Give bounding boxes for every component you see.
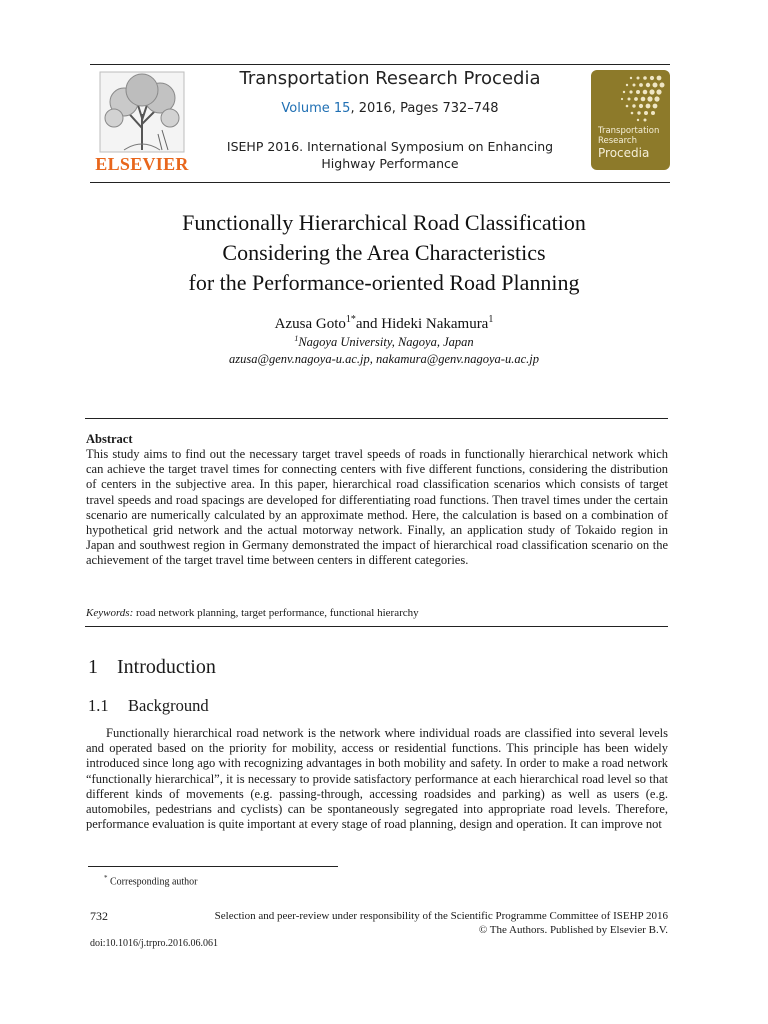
section-number: 1 bbox=[88, 656, 98, 678]
keywords bbox=[86, 607, 668, 619]
elsevier-wordmark: ELSEVIER bbox=[95, 154, 189, 174]
abstract-heading: Abstract bbox=[86, 432, 133, 446]
author-2-sup: 1 bbox=[488, 314, 494, 325]
cover-line-2: Research bbox=[598, 136, 637, 146]
footnote bbox=[104, 874, 198, 887]
conference-name: ISEHP 2016. International Symposium on Enhancing Highway Performance bbox=[226, 139, 554, 171]
affiliation-text: Nagoya University, Nagoya, Japan bbox=[298, 335, 474, 350]
abstract-body: This study aims to find out the necessary target travel speeds of roads in functionally hierarchical network which can achieve the target travel times for connecting centers with five different functions, considering the distribution of centers in the subjective area. In this paper, hierarchical road classification scenarios which consists of target travel speeds and road spacings are developed for differentiating road functions. Then travel times under the certain scenario are numerically calculated by an approximate method. Here, the calculation is based on a combination of hypothetical grid network and the actual motorway network. Finally, an application study of Tokaido region in Japan and southwest region in Germany demonstrated the impact of hierarchical road classification scenario on the achievement of the target travel time between centers in different categories. bbox=[86, 447, 668, 568]
footnote-mark: * bbox=[104, 874, 108, 882]
footnote-text: Corresponding author bbox=[107, 876, 198, 888]
journal-cover-logo bbox=[591, 70, 670, 170]
title-line-3: for the Performance-oriented Road Planning bbox=[188, 270, 580, 295]
affiliation bbox=[84, 334, 684, 350]
doi[interactable]: doi:10.1016/j.trpro.2016.06.061 bbox=[90, 938, 219, 949]
author-emails[interactable]: azusa@genv.nagoya-u.ac.jp, nakamura@genv.nagoya-u.ac.jp bbox=[229, 352, 539, 366]
section-title: Introduction bbox=[117, 656, 216, 678]
title-line-2: Considering the Area Characteristics bbox=[222, 240, 546, 265]
background-paragraph: Functionally hierarchical road network is the network where individual roads are classified into several levels and operated based on the priority for mobility, access or residential functions. This principle has been widely introduced since long ago with recognizing advantages in both mobility and safety. In order to make a road network “functionally hierarchical”, it is necessary to provide satisfactory performance at each hierarchical road level so that different kinds of movements (e.g. passing-through, accessing roadsides and parking) as well as users (e.g. automobiles, pedestrians and cyclists) can be spontaneously segregated into appropriate road levels. Therefore, performance evaluation is quite important at every stage of road planning, design and operation. It can improve not bbox=[86, 726, 668, 832]
abstract-rule-top bbox=[85, 418, 668, 419]
cover-line-3: Procedia bbox=[598, 146, 650, 160]
title-line-1: Functionally Hierarchical Road Classification bbox=[182, 210, 586, 235]
footnote-rule bbox=[88, 866, 338, 867]
author-1: Azusa Goto bbox=[274, 316, 346, 332]
volume-link[interactable]: Volume 15 bbox=[281, 101, 351, 116]
affiliation-sup: 1 bbox=[294, 334, 299, 343]
paper-title bbox=[84, 208, 684, 298]
journal-title: Transportation Research Procedia bbox=[239, 68, 541, 89]
abstract-rule-bottom bbox=[85, 626, 668, 627]
cover-text bbox=[598, 126, 659, 160]
author-2: and Hideki Nakamura bbox=[355, 316, 489, 332]
review-line-1: Selection and peer-review under responsibility of the Scientific Programme Committee of ISEHP 2016 bbox=[214, 910, 668, 922]
cover-line-1: Transportation bbox=[598, 126, 660, 136]
volume-details: , 2016, Pages 732–748 bbox=[350, 101, 499, 116]
review-line-2: © The Authors. Published by Elsevier B.V. bbox=[478, 924, 668, 936]
dots-pattern-icon bbox=[591, 70, 670, 130]
subsection-title: Background bbox=[128, 696, 209, 715]
page-number: 732 bbox=[90, 909, 108, 923]
header-rule-top bbox=[90, 64, 670, 65]
volume-line bbox=[200, 101, 580, 116]
subsection-heading-background bbox=[88, 696, 209, 716]
authors bbox=[84, 314, 684, 333]
keywords-label: Keywords: bbox=[86, 607, 134, 619]
section-heading-introduction bbox=[88, 656, 216, 679]
header-rule-bottom bbox=[90, 182, 670, 183]
review-statement bbox=[120, 909, 668, 937]
subsection-number: 1.1 bbox=[88, 696, 109, 715]
author-1-sup: 1* bbox=[345, 314, 356, 325]
keywords-list: road network planning, target performance, functional hierarchy bbox=[133, 607, 419, 619]
